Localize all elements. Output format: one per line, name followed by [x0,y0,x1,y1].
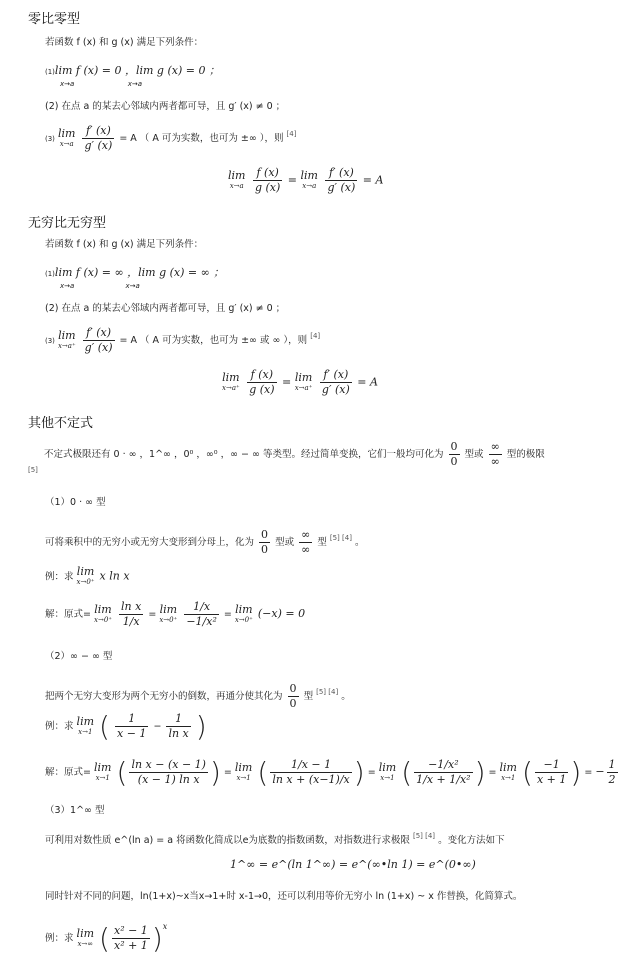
sec3-part1-heading: （1）0 · ∞ 型 [45,497,106,508]
sec1-cond1-sub: x→a x→a [60,80,142,88]
sec3-part1-example: 例：求 lim x→0⁺ x ln x [45,565,130,586]
sec1-condition-3: (3) lim x→a $\frac{f' (x)}{g' (x)}$ = A （ A 可为实数，也可为 ±∞ ），则 [4] [45,124,297,152]
sec1-condition-2: (2) 在点 a 的某去心邻域内两者都可导，且 g′ (x) ≠ 0 ； [45,101,286,112]
section-title-zero-over-zero: 零比零型 [28,12,81,27]
sec3-part2-solution: 解：原式= lim x→1 ( $\frac{\text{ln x − (x − 1)}}{\text{(x − 1) ln x}}$ ) = lim x→1 ( $\frac{1/x - 1}{\text{ln x + (x−1)/x}}$ ) = lim x→1 ( $\frac{\text{−1/x²}}{\text{1/x + 1/x²}}$ ) = lim x→1 ( $\frac{-1}{x + 1}$ ) = − $\frac{1}{2}$ [45,756,616,789]
sec3-part2-heading: （2）∞ − ∞ 型 [45,651,113,662]
sec2-intro: 若函数 f (x) 和 g (x) 满足下列条件： [45,239,204,250]
section-title-inf-over-inf: 无穷比无穷型 [28,216,107,231]
sec3-part3-text: 可利用对数性质 e^(ln a) = a 将函数化简成以e为底数的指数函数，对指数进行求极限 [5] [4] 。变化方法如下 [45,832,505,846]
sec3-part3-formula: 1^∞ = e^(ln 1^∞) = e^(∞•ln 1) = e^(0•∞) [230,858,476,871]
sec3-part1-solution: 解：原式= lim x→0⁺ $\frac{\text{ln x}}{1/x}$ = lim x→0⁺ $\frac{1/x}{\text{−1/x²}}$ = lim x→0⁺ (−x) = 0 [45,600,306,628]
sec3-part3-note: 同时针对不同的问题，ln(1+x)~x当x→1+时 x-1→0，还可以利用等价无穷小 ln (1+x) ~ x 作替换，化简算式。 [45,891,523,902]
sec2-condition-3: (3) lim x→a⁺ $\frac{f' (x)}{g' (x)}$ = A （ A 可为实数，也可为 ±∞ 或 ∞ ），则 [4] [45,326,321,354]
sec2-formula: lim x→a⁺ $\frac{f (x)}{g (x)}$ = lim x→a⁺ $\frac{f' (x)}{g' (x)}$ = A [222,368,378,396]
sec2-cond1-sub: x→a x→a [60,282,140,290]
sec3-part1-text: 可将乘积中的无穷小或无穷大变形到分母上，化为 $\frac{0}{0}$ 型或 ∞ ∞ 型 [5] [4] 。 [45,528,365,556]
sec3-part3-heading: （3）1^∞ 型 [45,805,105,816]
sec3-intro-ref: [5] [28,466,38,474]
sec1-condition-1: (1)lim f (x) = 0 ，lim g (x) = 0 ； [45,64,220,77]
sec3-part3-example: 例：求 lim x→∞ ( $\frac{\text{x² − 1}}{\text{x² + 1}}$ )$^x$ [45,922,168,955]
sec1-intro: 若函数 f (x) 和 g (x) 满足下列条件： [45,37,204,48]
sec3-intro: 不定式极限还有 0 · ∞ ，1^∞ ，0⁰ ，∞⁰ ，∞ − ∞ 等类型。经过简单变换，它们一般均可化为 $\frac{0}{0}$ 型或 ∞ ∞ 型的极限 [44,440,545,468]
sec3-part2-text: 把两个无穷大变形为两个无穷小的倒数，再通分使其化为 $\frac{0}{0}$ 型 [5] [4] 。 [45,682,351,710]
sec2-condition-1: (1)lim f (x) = ∞ ，lim g (x) = ∞ ； [45,266,225,279]
sec1-formula: lim x→a $\frac{f (x)}{g (x)}$ = lim x→a $\frac{f' (x)}{g' (x)}$ = A [228,166,384,194]
section-title-other: 其他不定式 [28,416,94,431]
sec3-part2-example: 例：求 lim x→1 ( $\frac{1}{x - 1}$ − $\frac{1}{\text{ln x}}$ ) [45,710,207,743]
sec2-condition-2: (2) 在点 a 的某去心邻域内两者都可导，且 g′ (x) ≠ 0 ； [45,303,286,314]
